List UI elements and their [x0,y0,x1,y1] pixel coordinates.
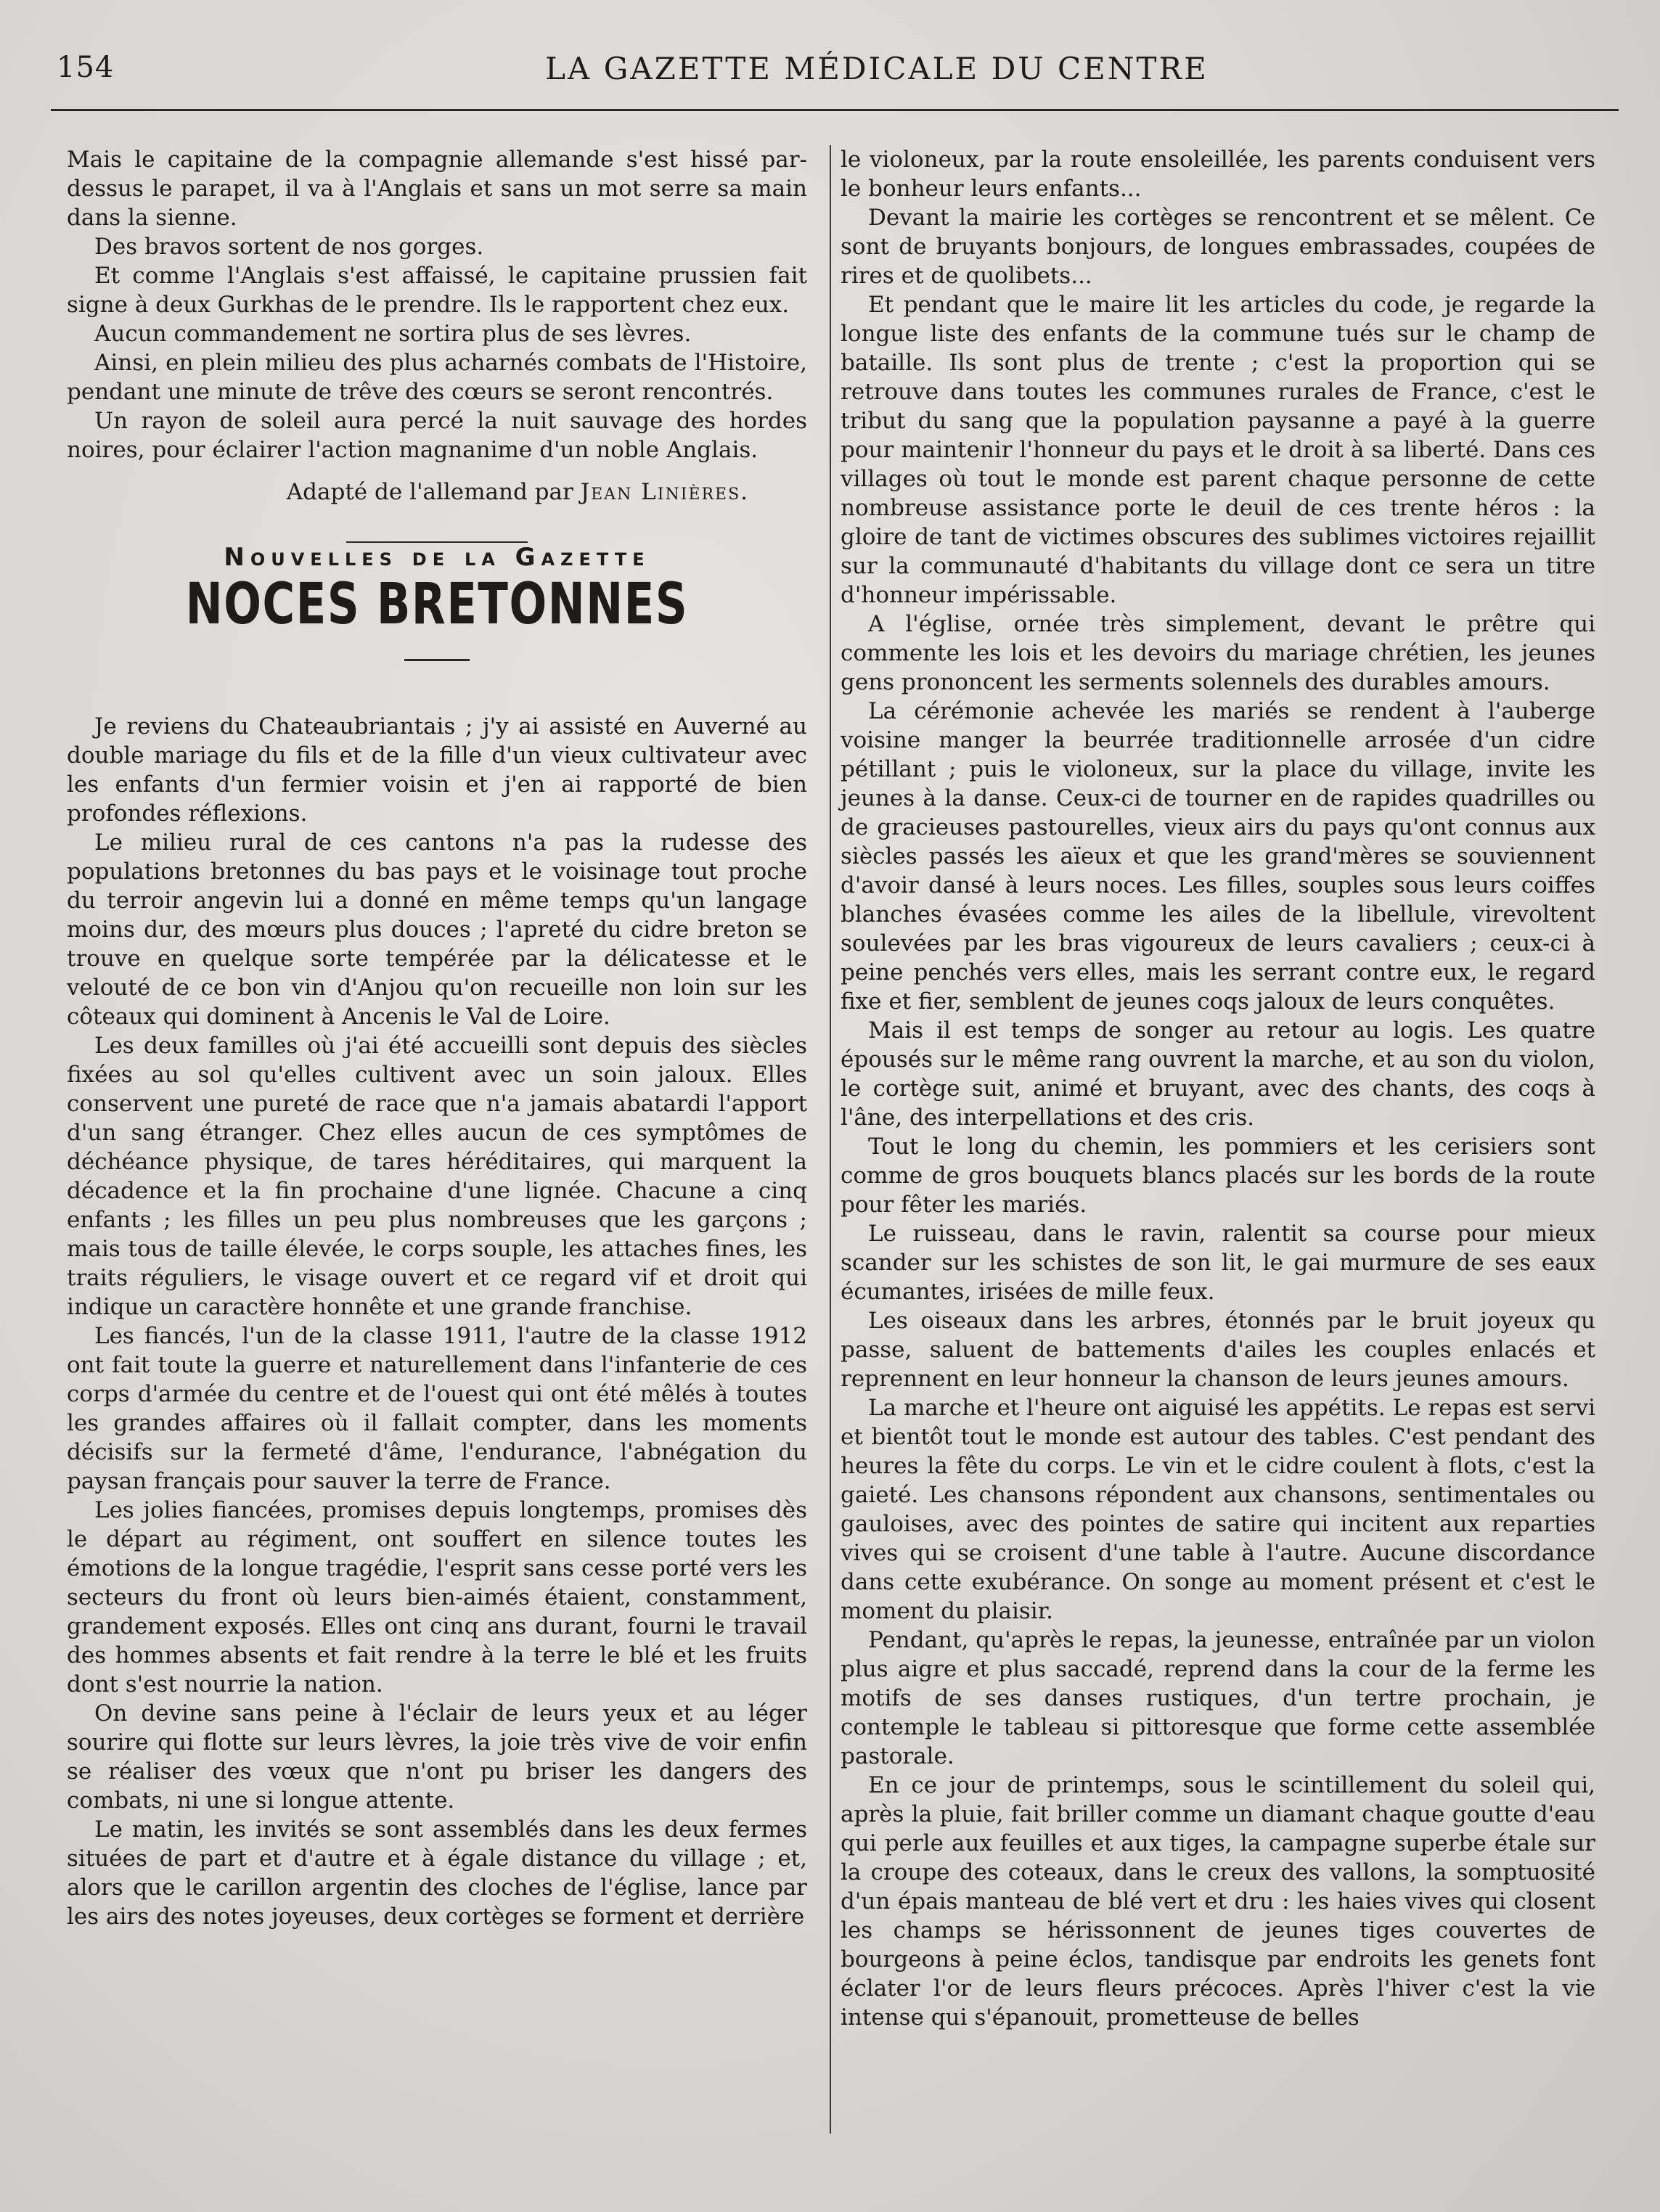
article-paragraph: Les deux familles où j'ai été accueilli sont depuis des siècles fixées au sol qu'elles cultivent avec un soin jaloux. Elles conservent une pureté de race que n'a jamais abatardi l'apport d'un sang étranger. Chez elles aucun de ces symptômes de déchéance physique, de tares héréditaires, qui marquent la décadence et la fin prochaine d'une lignée. Chacune a cinq enfants ; les filles un peu plus nombreuses que les garçons ; mais tous de taille élevée, le corps souple, les attaches fines, les traits réguliers, le visage ouvert et ce regard vif et droit qui indique un caractère honnête et une grande franchise. [67,1033,807,1320]
article-paragraph: Je reviens du Chateaubriantais ; j'y ai assisté en Auverné au double mariage du fils et de la fille d'un vieux cultivateur avec les enfants d'un fermier voisin et j'en ai rapporté de bien profondes réflexions. [67,713,807,827]
story-paragraph: Un rayon de soleil aura percé la nuit sauvage des hordes noires, pour éclairer l'action magnanime d'un noble Anglais. [67,408,807,463]
article-paragraph: Le ruisseau, dans le ravin, ralentit sa course pour mieux scander sur les schistes de son lit, le gai murmure de ses eaux écumantes, irisées de mille feux. [841,1221,1595,1305]
article-paragraph-continued: le violoneux, par la route ensoleillée, les parents conduisent vers le bonheur leurs enfants... [841,147,1595,202]
story-paragraph: Des bravos sortent de nos gorges. [94,234,484,260]
right-column [841,145,1595,2032]
article-paragraph: Les oiseaux dans les arbres, étonnés par le bruit joyeux qu passe, saluent de battements d'ailes les couples enlacés et reprennent en leur honneur la chanson de leurs jeunes amours. [841,1308,1595,1392]
article-paragraph: En ce jour de printemps, sous le scintillement du soleil qui, après la pluie, fait briller comme un diamant chaque goutte d'eau qui perle aux feuilles et aux tiges, la campagne superbe étale sur la croupe des coteaux, dans le creux des vallons, la somptuosité d'un épais manteau de blé vert et dru : les haies vives qui closent les champs se hérissonnent de jeunes tiges couvertes de bourgeons à peine éclos, tandisque par endroits les genets font éclater l'or de leurs fleurs précoces. Après l'hiver c'est la vie intense qui s'épanouit, prometteuse de belles [841,1772,1595,2031]
article-paragraph: Mais il est temps de songer au retour au logis. Les quatre épousés sur le même rang ouvrent la marche, et au son du violon, le cortège suit, animé et bruyant, avec des chants, des coqs à l'âne, des interpellations et des cris. [841,1017,1595,1131]
running-title: LA GAZETTE MÉDICALE DU CENTRE [545,51,1209,86]
article-paragraph: La marche et l'heure ont aiguisé les appétits. Le repas est servi et bientôt tout le monde est autour des tables. C'est pendant des heures la fête du corps. Le vin et le cidre coulent à flots, c'est la gaieté. Les chansons répondent aux chansons, sentimentales ou gauloises, avec des pointes de satire qui incitent aux reparties vives qui se croisent d'une table à l'autre. Aucune discordance dans cette exubérance. On songe au moment présent et c'est le moment du plaisir. [841,1395,1595,1624]
article-paragraph: Le matin, les invités se sont assemblés dans les deux fermes situées de part et d'autre et à égale distance du village ; et, alors que le carillon argentin des cloches de l'église, lance par les airs des notes joyeuses, deux cortèges se forment et derrière [67,1816,807,1930]
story-paragraph: Ainsi, en plein milieu des plus acharnés combats de l'Histoire, pendant une minute de trêve des cœurs se seront rencontrés. [67,350,807,405]
article-paragraph: Et pendant que le maire lit les articles du code, je regarde la longue liste des enfants de la commune tués sur le champ de bataille. Ils sont plus de trente ; c'est la proportion qui se retrouve dans toutes les communes rurales de France, c'est le tribut du sang que la population paysanne a payé à la guerre pour maintenir l'honneur du pays et le droit à sa liberté. Dans ces villages où tout le monde est parent chaque personne de cette nombreuse assistance porte le deuil de ces trente héros : la gloire de tant de victimes obscures des sublimes victoires rejaillit sur la communauté d'habitants du village dont ce sera un titre d'honneur impérissable. [841,292,1595,608]
article-paragraph: A l'église, ornée très simplement, devant le prêtre qui commente les lois et les devoirs du mariage chrétien, les jeunes gens prononcent les serments solennels des durables amours. [841,611,1595,695]
title-rule [404,659,470,661]
article-paragraph: Les jolies fiancées, promises depuis longtemps, promises dès le départ au régiment, ont souffert en silence toutes les émotions de la longue tragédie, l'esprit sans cesse porté vers les secteurs du front où leurs bien-aimés étaient, constamment, grandement exposés. Elles ont cinq ans durant, fourni le travail des hommes absents et fait rendre à la terre le blé et les fruits dont s'est nourrie la nation. [67,1497,807,1697]
story-signature [67,478,749,507]
article-paragraph: La cérémonie achevée les mariés se rendent à l'auberge voisine manger la beurrée traditionnelle arrosée d'un cidre pétillant ; puis le violoneux, sur la place du village, invite les jeunes à la danse. Ceux-ci de tourner en de rapides quadrilles ou de gracieuses pastourelles, vieux airs du pays qu'ont connus aux siècles passés les aïeux et que les grand'mères se souviennent d'avoir dansé à leurs noces. Les filles, souples sous leurs coiffes blanches évasées comme les ailes de la libellule, virevoltent soulevées par les bras vigoureux de leurs cavaliers ; ceux-ci à peine penchés vers elles, mais les serrant contre eux, le regard fixe et fier, semblent de jeunes coqs jaloux de leurs conquêtes. [841,698,1595,1015]
article-paragraph: On devine sans peine à l'éclair de leurs yeux et au léger sourire qui flotte sur leurs lèvres, la joie très vive de voir enfin se réaliser des vœux que n'ont pu briser les dangers des combats, ni une si longue attente. [67,1700,807,1814]
left-column [67,145,807,1931]
header-rule [51,109,1619,111]
page-number: 154 [57,51,115,84]
article-paragraph: Les fiancés, l'un de la classe 1911, l'autre de la classe 1912 ont fait toute la guerre et naturellement dans l'infanterie de ces corps d'armée du centre et de l'ouest qui ont été mêlés à toutes les grandes affaires où il fallait compter, dans les moments décisifs sur la fermeté d'âme, l'endurance, l'abnégation du paysan français pour sauver la terre de France. [67,1323,807,1494]
story-paragraph: Aucun commandement ne sortira plus de ses lèvres. [94,321,692,347]
column-divider [830,145,831,2134]
article-title: NOCES BRETONNES [185,572,689,637]
story-paragraph: Et comme l'Anglais s'est affaissé, le capitaine prussien fait signe à deux Gurkhas de le prendre. Ils le rapportent chez eux. [67,263,807,318]
article-paragraph: Devant la mairie les cortèges se rencontrent et se mêlent. Ce sont de bruyants bonjours, de longues embrassades, coupées de rires et de quolibets... [841,205,1595,289]
article-paragraph: Tout le long du chemin, les pommiers et les cerisiers sont comme de gros bouquets blancs placés sur les bords de la route pour fêter les mariés. [841,1134,1595,1218]
signature-prefix: Adapté de l'allemand par [286,479,581,505]
page-header [57,51,1617,102]
section-label: Nouvelles de la Gazette [224,543,650,572]
article-paragraph: Pendant, qu'après le repas, la jeunesse, entraînée par un violon plus aigre et plus saccadé, reprend dans la cour de la ferme les motifs de ses danses rustiques, d'un tertre prochain, je contemple le tableau si pittoresque que forme cette assemblée pastorale. [841,1627,1595,1769]
story-paragraph: Mais le capitaine de la compagnie allemande s'est hissé par-dessus le parapet, il va à l'Anglais et sans un mot serre sa main dans la sienne. [67,147,807,231]
signature-author: Jean Linières. [580,479,749,505]
article-paragraph: Le milieu rural de ces cantons n'a pas la rudesse des populations bretonnes du bas pays et le voisinage tout proche du terroir angevin lui a donné en même temps qu'un langage moins dur, des mœurs plus douces ; l'apreté du cidre breton se trouve en quelque sorte tempérée par la délicatesse et le velouté de ce bon vin d'Anjou qu'on recueille non loin sur les côteaux qui dominent à Ancenis le Val de Loire. [67,830,807,1030]
